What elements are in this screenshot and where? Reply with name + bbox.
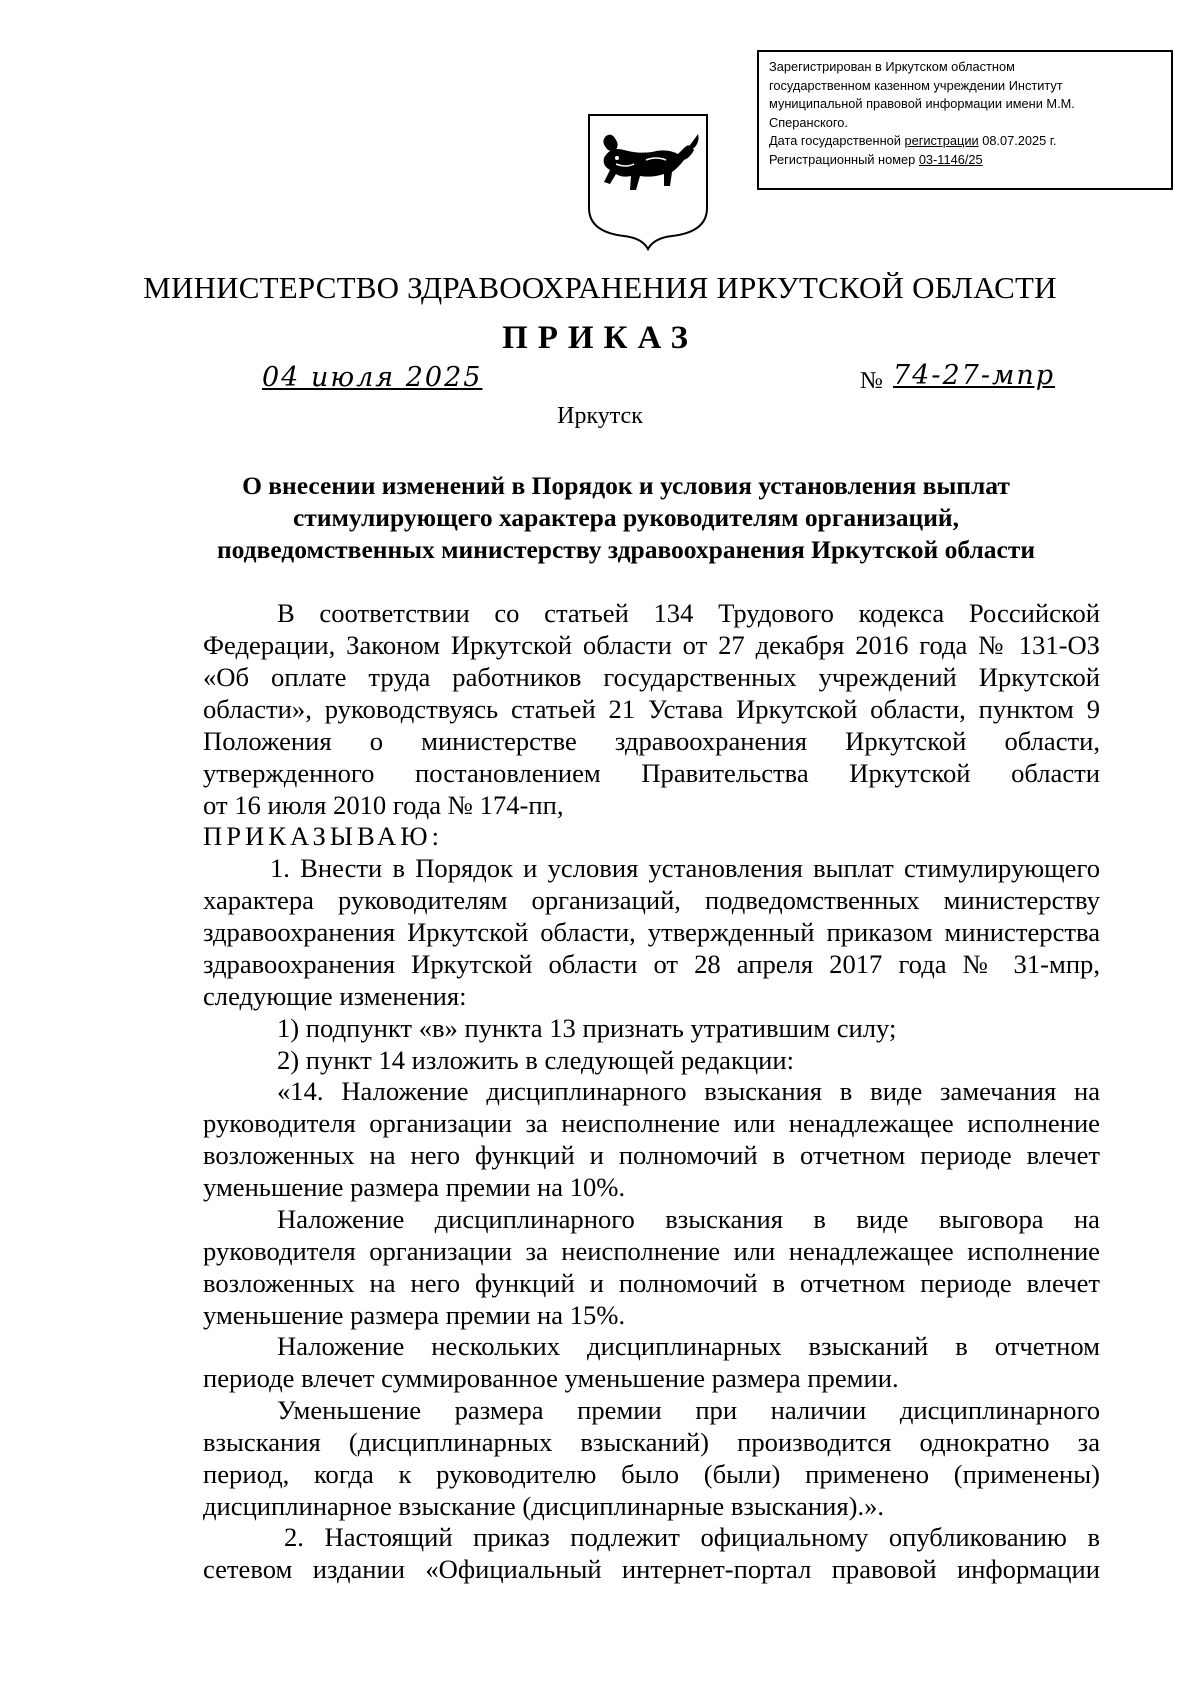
stamp-line: государственном казенном учреждении Институт <box>769 77 1063 93</box>
body-line: Положения о министерстве здравоохранения Иркутской области, <box>203 726 1100 756</box>
stamp-line: Сперанского. <box>769 114 848 130</box>
body-line: следующие изменения: <box>203 981 467 1011</box>
body-line: периоде влечет суммированное уменьшение размера премии. <box>203 1363 899 1393</box>
stamp-date-label-underlined: регистрации <box>904 133 979 148</box>
stamp-date-label: Дата государственной <box>769 133 905 148</box>
body-line: В соответствии со статьей 134 Трудового кодекса Российской <box>277 598 1100 628</box>
registration-stamp <box>757 50 1173 190</box>
ministry-name: МИНИСТЕРСТВО ЗДРАВООХРАНЕНИЯ ИРКУТСКОЙ ОБЛАСТИ <box>143 270 1057 305</box>
title-line: стимулирующего характера руководителям организаций, <box>292 503 959 532</box>
body-line: уменьшение размера премии на 15%. <box>203 1300 626 1330</box>
body-line: Уменьшение размера премии при наличии дисциплинарного <box>277 1395 1100 1425</box>
body-line: Федерации, Законом Иркутской области от 27 декабря 2016 года № 131-ОЗ <box>203 630 1100 660</box>
body-line: 1) подпункт «в» пункта 13 признать утратившим силу; <box>277 1013 897 1043</box>
stamp-line: Зарегистрирован в Иркутском областном <box>769 59 1015 74</box>
city: Иркутск <box>557 403 643 429</box>
handwritten-number: 74-27-мпр <box>893 360 1056 391</box>
number-label: № <box>860 368 883 394</box>
stamp-number-value: 03-1146/25 <box>918 151 983 167</box>
stamp-number-label: Регистрационный номер <box>769 151 919 167</box>
body-line: уменьшение размера премии на 10%. <box>203 1172 626 1202</box>
body-line: дисциплинарное взыскание (дисциплинарные взыскания).». <box>203 1491 885 1521</box>
body-line: 2. Настоящий приказ подлежит официальному опубликованию в <box>284 1522 1100 1552</box>
title-line: подведомственных министерству здравоохранения Иркутской области <box>216 535 1036 564</box>
body-line: руководителя организации за неисполнение или ненадлежащее исполнение <box>203 1236 1100 1266</box>
body-line: от 16 июля 2010 года № 174-пп, <box>203 790 564 820</box>
body-line: характера руководителям организаций, подведомственных министерству <box>203 885 1100 915</box>
stamp-date-line <box>769 132 1163 151</box>
body-line: «Об оплате труда работников государственных учреждений Иркутской <box>203 662 1100 692</box>
body-line: здравоохранения Иркутской области, утвержденный приказом министерства <box>203 917 1100 947</box>
stamp-date-value: 08.07.2025 г. <box>978 133 1057 148</box>
title-line: О внесении изменений в Порядок и условия установления выплат <box>242 471 1010 500</box>
body-line: «14. Наложение дисциплинарного взыскания в виде замечания на <box>277 1076 1100 1106</box>
body-line: здравоохранения Иркутской области от 28 апреля 2017 года № 31-мпр, <box>203 949 1100 979</box>
body-line: 1. Внести в Порядок и условия установления выплат стимулирующего <box>270 853 1100 883</box>
stamp-number-line <box>769 151 1163 170</box>
body-line: возложенных на него функций и полномочий в отчетном периоде влечет <box>203 1140 1100 1170</box>
document-type: ПРИКАЗ <box>502 320 698 356</box>
body-line: сетевом издании «Официальный интернет-портал правовой информации <box>203 1554 1100 1584</box>
body-line: период, когда к руководителю было (были) применено (применены) <box>203 1459 1100 1489</box>
coat-of-arms-icon <box>586 112 710 252</box>
handwritten-date: 04 июля 2025 <box>262 362 483 393</box>
body-line: утвержденного постановлением Правительства Иркутской области <box>203 758 1100 788</box>
document-title <box>150 470 1102 566</box>
body-line: возложенных на него функций и полномочий в отчетном периоде влечет <box>203 1268 1100 1298</box>
body-line: взыскания (дисциплинарных взысканий) производится однократно за <box>203 1427 1100 1457</box>
prikazyvayu-line: ПРИКАЗЫВАЮ: <box>203 821 443 851</box>
body-line: Наложение дисциплинарного взыскания в виде выговора на <box>277 1204 1100 1234</box>
body-line: руководителя организации за неисполнение или ненадлежащее исполнение <box>203 1108 1100 1138</box>
stamp-line: муниципальной правовой информации имени М.М. <box>769 96 1075 111</box>
body-line: области», руководствуясь статьей 21 Устава Иркутской области, пунктом 9 <box>203 694 1100 724</box>
body-line: Наложение нескольких дисциплинарных взысканий в отчетном <box>277 1331 1100 1361</box>
body-line: 2) пункт 14 изложить в следующей редакции: <box>277 1045 794 1075</box>
